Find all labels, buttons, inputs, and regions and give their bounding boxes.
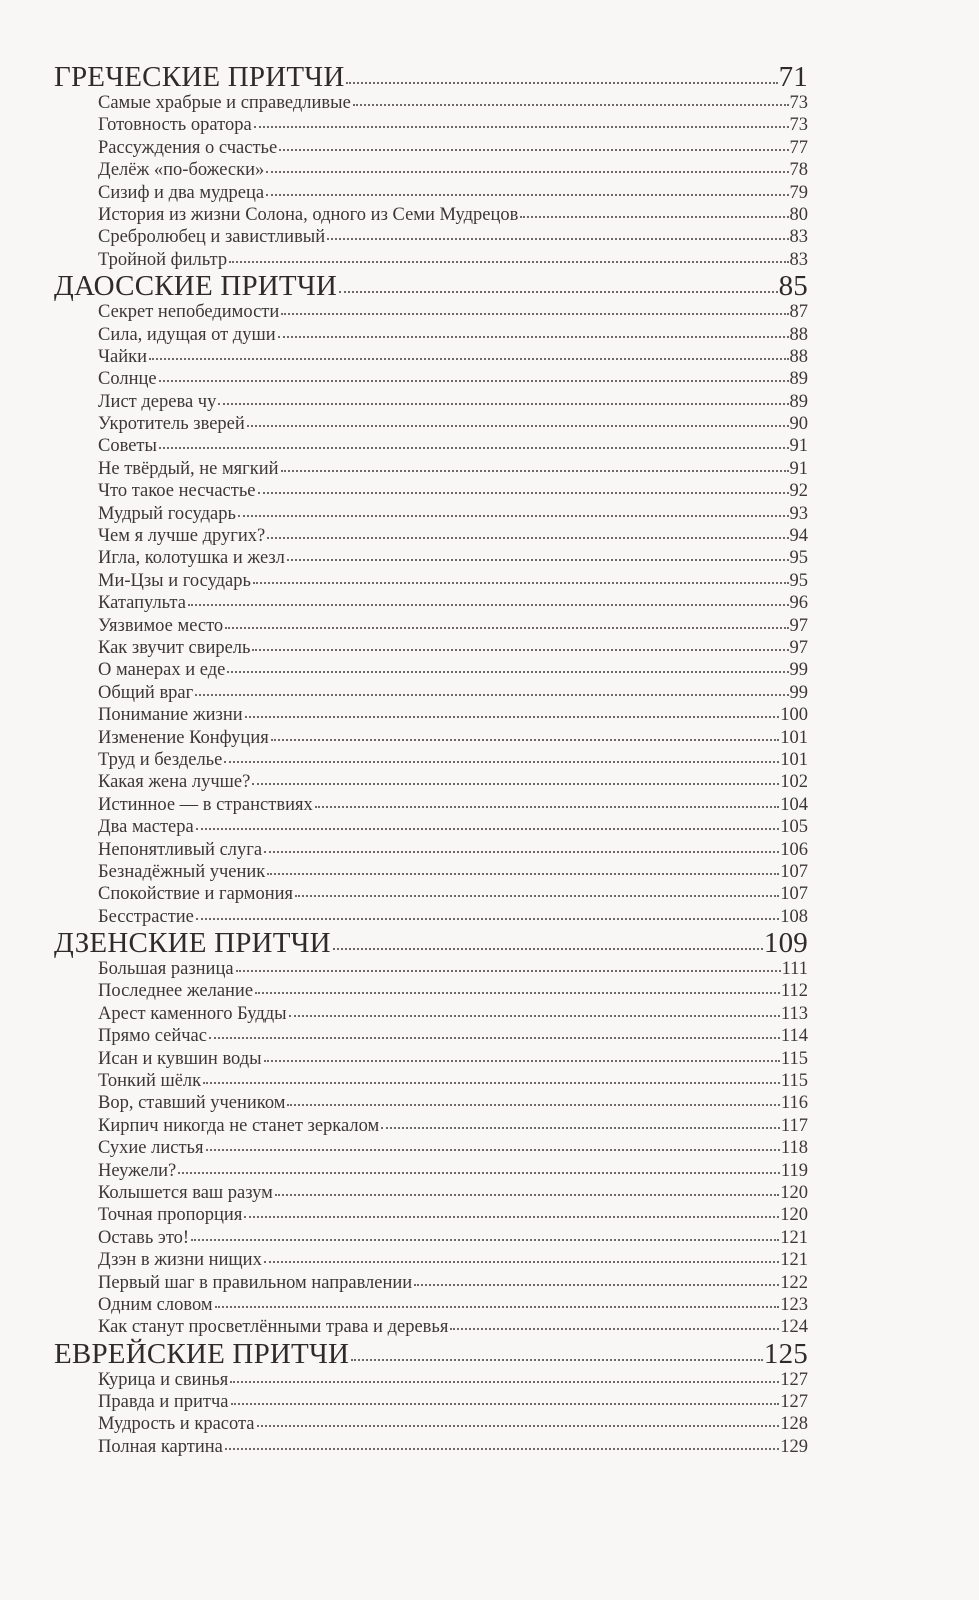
entry-page-number: 108 [780,906,808,927]
dot-leader [278,336,789,338]
entry-title: Как звучит свирель [98,637,251,658]
entry-title: Как станут просветлёнными трава и деревья [98,1317,449,1338]
entry-page-number: 128 [780,1414,808,1435]
dot-leader [327,238,788,240]
entry-title: Чем я лучше других? [98,526,266,547]
entry-page-number: 92 [789,481,808,502]
toc-entry [54,615,808,637]
entry-title: Изменение Конфуция [98,727,269,748]
entry-title: Сухие листья [98,1138,204,1159]
dot-leader [196,828,780,830]
toc-entry [54,92,808,114]
dot-leader [281,470,789,472]
entry-page-number: 101 [780,727,808,748]
entry-page-number: 77 [789,137,808,158]
entry-title: Общий враг [98,682,194,703]
dot-leader [267,873,779,875]
section-page-number: 71 [778,61,808,93]
entry-title: Чайки [98,346,148,367]
toc-entry [54,749,808,771]
toc-entry [54,458,808,480]
toc-entry [54,413,808,435]
entry-page-number: 120 [780,1182,808,1203]
toc-entry [54,1436,808,1458]
toc-entry [54,1048,808,1070]
entry-page-number: 115 [780,1048,808,1069]
entry-page-number: 95 [789,548,808,569]
entry-title: Спокойствие и гармония [98,884,294,905]
toc-entry [54,1227,808,1249]
dot-leader [414,1284,779,1286]
dot-leader [188,604,789,606]
entry-title: Непонятливый слуга [98,839,263,860]
toc-entry [54,839,808,861]
entry-title: Правда и притча [98,1392,229,1413]
entry-page-number: 118 [780,1138,808,1159]
toc-entry [54,249,808,271]
toc-entry [54,114,808,136]
dot-leader [247,425,789,427]
entry-page-number: 115 [780,1071,808,1092]
toc-entry [54,682,808,704]
toc-entry [54,570,808,592]
entry-title: Оставь это! [98,1227,190,1248]
toc-entry [54,503,808,525]
dot-leader [267,537,788,539]
toc-entry [54,906,808,928]
toc-entry [54,480,808,502]
table-of-contents [54,62,808,1458]
section-page-number: 125 [763,1337,808,1370]
entry-page-number: 91 [789,458,808,479]
dot-leader [230,1381,779,1383]
toc-entry [54,1369,808,1391]
section-heading [54,271,808,301]
dot-leader [229,261,788,263]
entry-page-number: 87 [789,302,808,323]
toc-entry [54,1272,808,1294]
entry-title: Одним словом [98,1294,213,1315]
entry-page-number: 78 [789,160,808,181]
dot-leader [203,1082,780,1084]
entry-page-number: 90 [789,414,808,435]
entry-title: Колышется ваш разум [98,1182,273,1203]
toc-section [54,271,808,928]
toc-entry [54,1137,808,1159]
entry-page-number: 88 [789,324,808,345]
entry-title: Мудрый государь [98,503,236,524]
entry-title: Бесстрастие [98,906,194,927]
toc-entry [54,1294,808,1316]
dot-leader [244,1216,779,1218]
toc-entry [54,958,808,980]
entry-title: Катапульта [98,593,186,614]
section-title: ДЗЕНСКИЕ ПРИТЧИ [54,927,331,960]
dot-leader [287,1104,779,1106]
dot-leader [339,291,778,293]
entry-title: Полная картина [98,1436,223,1457]
dot-leader [191,1239,779,1241]
dot-leader [315,806,780,808]
entry-page-number: 100 [780,705,808,726]
entry-page-number: 73 [789,93,808,113]
toc-entry [54,980,808,1002]
toc-entry [54,301,808,323]
entry-title: Исан и кувшин воды [98,1048,262,1069]
dot-leader [253,582,789,584]
entry-title: Мудрость и красота [98,1414,255,1435]
dot-leader [255,992,780,994]
entry-page-number: 101 [780,749,808,770]
entry-page-number: 73 [789,115,808,136]
toc-entry [54,182,808,204]
entry-title: Не твёрдый, не мягкий [98,458,279,479]
entry-page-number: 111 [781,959,808,980]
dot-leader [196,918,779,920]
entry-page-number: 102 [780,772,808,793]
entry-title: История из жизни Солона, одного из Семи Мудрецов [98,204,519,225]
dot-leader [231,1403,780,1405]
entry-page-number: 99 [789,682,808,703]
entry-page-number: 105 [780,817,808,838]
toc-entry [54,547,808,569]
entry-page-number: 104 [780,794,808,815]
toc-entry [54,1115,808,1137]
entry-page-number: 112 [780,981,808,1002]
toc-section [54,62,808,271]
section-heading [54,62,808,92]
entry-title: Курица и свинья [98,1369,229,1390]
entry-title: Секрет непобедимости [98,302,280,323]
entry-title: О манерах и еде [98,660,226,681]
toc-entry [54,324,808,346]
toc-entry [54,525,808,547]
dot-leader [227,671,788,673]
entry-title: Готовность оратора [98,115,252,136]
entry-title: Безнадёжный ученик [98,861,266,882]
dot-leader [218,403,788,405]
toc-entry [54,771,808,793]
entry-title: Большая разница [98,959,234,980]
entry-title: Арест каменного Будды [98,1003,287,1024]
entry-page-number: 96 [789,593,808,614]
dot-leader [264,1261,779,1263]
entry-page-number: 113 [780,1003,808,1024]
toc-entry [54,727,808,749]
dot-leader [266,171,788,173]
dot-leader [295,895,779,897]
entry-title: Тройной фильтр [98,249,228,270]
dot-leader [333,948,763,950]
toc-entry [54,346,808,368]
entry-title: Прямо сейчас [98,1026,207,1047]
entry-title: Тонкий шёлк [98,1071,202,1092]
dot-leader [254,126,789,128]
dot-leader [224,761,779,763]
entry-title: Сребролюбец и завистливый [98,227,326,248]
dot-leader [238,515,789,517]
toc-entry [54,861,808,883]
entry-page-number: 123 [780,1294,808,1315]
dot-leader [195,694,788,696]
entry-page-number: 89 [789,369,808,390]
entry-title: Уязвимое место [98,615,224,636]
dot-leader [215,1306,780,1308]
entry-page-number: 79 [789,182,808,203]
dot-leader [264,1060,780,1062]
dot-leader [279,149,788,151]
entry-page-number: 80 [789,204,808,225]
entry-title: Сила, идущая от души [98,324,276,345]
entry-page-number: 94 [789,526,808,547]
dot-leader [245,716,780,718]
dot-leader [287,559,789,561]
entry-title: Первый шаг в правильном направлении [98,1272,413,1293]
entry-page-number: 122 [780,1272,808,1293]
entry-title: Лист дерева чу [98,391,217,412]
dot-leader [346,82,777,84]
entry-title: Сизиф и два мудреца [98,182,265,203]
toc-entry [54,159,808,181]
dot-leader [381,1127,780,1129]
entry-title: Понимание жизни [98,705,243,726]
entry-page-number: 107 [780,861,808,882]
dot-leader [264,851,779,853]
entry-title: Вор, ставший учеником [98,1093,286,1114]
toc-entry [54,1160,808,1182]
toc-entry [54,137,808,159]
toc-entry [54,435,808,457]
toc-entry [54,204,808,226]
dot-leader [225,627,788,629]
entry-page-number: 83 [789,227,808,248]
dot-leader [450,1328,779,1330]
toc-entry [54,226,808,248]
entry-page-number: 91 [789,436,808,457]
dot-leader [257,1425,780,1427]
dot-leader [159,447,789,449]
entry-title: Самые храбрые и справедливые [98,93,351,113]
dot-leader [266,194,788,196]
entry-page-number: 127 [780,1369,808,1390]
dot-leader [353,104,789,106]
toc-section [54,1339,808,1459]
toc-entry [54,592,808,614]
toc-entry [54,1070,808,1092]
dot-leader [289,1015,780,1017]
entry-title: Кирпич никогда не станет зеркалом [98,1115,380,1136]
entry-page-number: 95 [789,570,808,591]
entry-page-number: 119 [780,1160,808,1181]
dot-leader [258,492,789,494]
entry-page-number: 114 [780,1026,808,1047]
dot-leader [178,1172,780,1174]
section-title: ДАОССКИЕ ПРИТЧИ [54,270,338,303]
dot-leader [149,358,788,360]
entry-title: Два мастера [98,817,194,838]
entry-title: Истинное — в странствиях [98,794,313,815]
toc-entry [54,704,808,726]
toc-entry [54,1316,808,1338]
entry-title: Советы [98,436,157,457]
entry-title: Точная пропорция [98,1205,243,1226]
toc-entry [54,1249,808,1271]
dot-leader [271,739,780,741]
toc-entry [54,1413,808,1435]
toc-entry [54,637,808,659]
dot-leader [281,313,788,315]
toc-entry [54,816,808,838]
entry-page-number: 129 [780,1436,808,1457]
section-page-number: 85 [778,270,808,303]
entry-page-number: 127 [780,1392,808,1413]
entry-page-number: 89 [789,391,808,412]
entry-page-number: 88 [789,346,808,367]
entry-page-number: 97 [789,615,808,636]
entry-page-number: 116 [780,1093,808,1114]
toc-entry [54,1025,808,1047]
toc-entry [54,1204,808,1226]
entry-page-number: 124 [780,1317,808,1338]
entry-title: Укротитель зверей [98,414,245,435]
dot-leader [159,380,789,382]
dot-leader [252,649,788,651]
toc-entry [54,391,808,413]
entry-title: Последнее желание [98,981,254,1002]
entry-page-number: 121 [780,1227,808,1248]
dot-leader [225,1448,779,1450]
entry-page-number: 97 [789,637,808,658]
entry-page-number: 106 [780,839,808,860]
dot-leader [206,1149,780,1151]
entry-title: Что такое несчастье [98,481,256,502]
entry-title: Солнце [98,369,157,390]
dot-leader [275,1194,779,1196]
entry-page-number: 83 [789,249,808,270]
toc-entry [54,1092,808,1114]
toc-section [54,928,808,1339]
entry-page-number: 93 [789,503,808,524]
entry-page-number: 117 [780,1115,808,1136]
entry-title: Делёж «по-божески» [98,160,265,181]
section-title: ГРЕЧЕСКИЕ ПРИТЧИ [54,61,345,93]
toc-entry [54,1182,808,1204]
entry-title: Какая жена лучше? [98,772,251,793]
entry-page-number: 99 [789,660,808,681]
section-page-number: 109 [763,927,808,960]
dot-leader [252,783,779,785]
entry-title: Дзэн в жизни нищих [98,1250,262,1271]
entry-page-number: 107 [780,884,808,905]
section-heading [54,1339,808,1369]
entry-page-number: 120 [780,1205,808,1226]
dot-leader [520,216,788,218]
section-title: ЕВРЕЙСКИЕ ПРИТЧИ [54,1337,350,1370]
entry-page-number: 121 [780,1250,808,1271]
toc-entry [54,1003,808,1025]
entry-title: Труд и безделье [98,749,223,770]
toc-entry [54,794,808,816]
entry-title: Неужели? [98,1160,177,1181]
dot-leader [209,1037,780,1039]
entry-title: Игла, колотушка и жезл [98,548,285,569]
toc-entry [54,368,808,390]
dot-leader [351,1359,763,1361]
toc-entry [54,883,808,905]
dot-leader [236,970,781,972]
entry-title: Ми-Цзы и государь [98,570,251,591]
entry-title: Рассуждения о счастье [98,137,278,158]
toc-entry [54,659,808,681]
toc-entry [54,1391,808,1413]
section-heading [54,928,808,958]
